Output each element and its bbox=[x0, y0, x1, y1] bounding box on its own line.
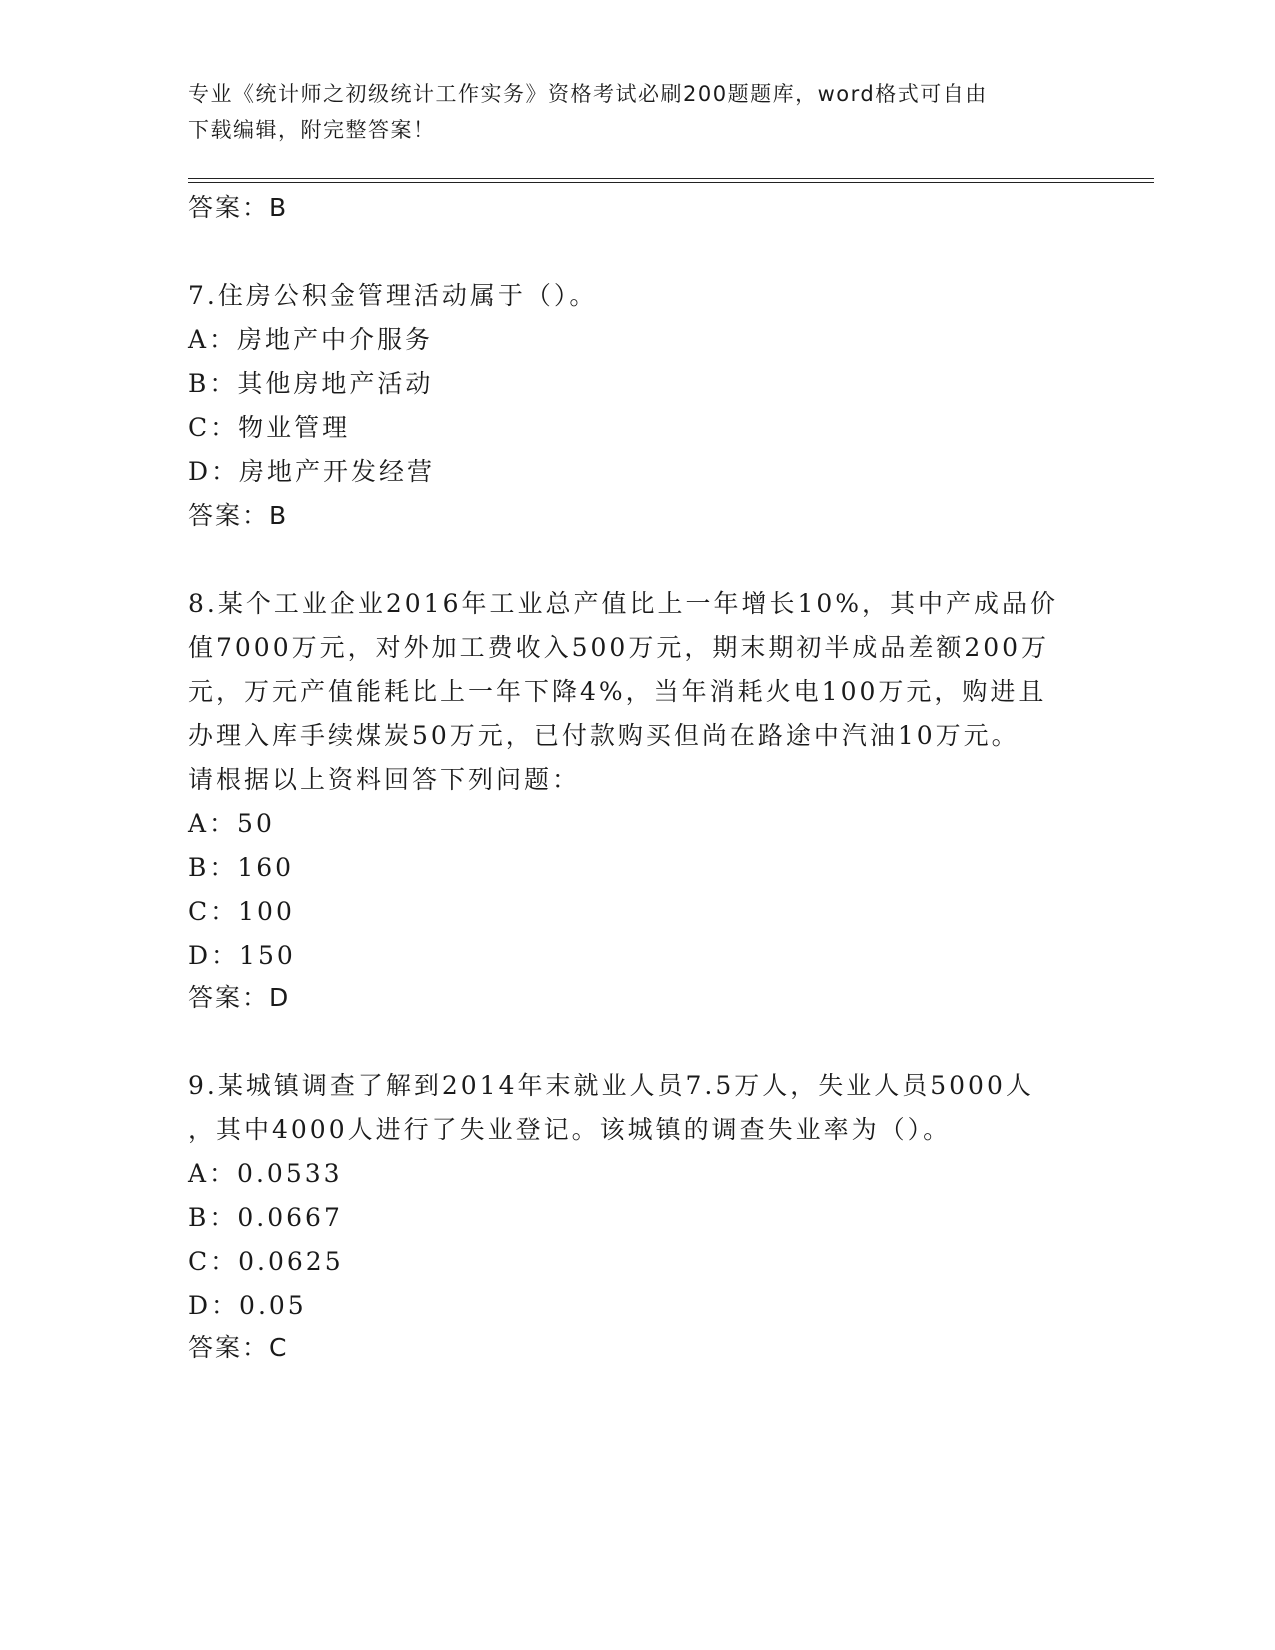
option-d: D：房地产开发经营 bbox=[188, 457, 436, 486]
question-stem-line: 7.住房公积金管理活动属于（）。 bbox=[188, 281, 598, 310]
option-c: C：100 bbox=[188, 897, 295, 926]
answer: 答案：D bbox=[188, 983, 291, 1012]
option-a: A：0.0533 bbox=[188, 1159, 343, 1188]
question-stem-line: 元，万元产值能耗比上一年下降4%，当年消耗火电100万元，购进且 bbox=[188, 677, 1047, 706]
question-stem-line: 请根据以上资料回答下列问题： bbox=[188, 765, 581, 794]
document-header bbox=[188, 76, 1078, 148]
header-line-2: 下载编辑，附完整答案！ bbox=[188, 118, 436, 142]
option-c: C：物业管理 bbox=[188, 413, 351, 442]
option-d: D：150 bbox=[188, 941, 296, 970]
previous-answer: 答案：B bbox=[188, 193, 289, 222]
header-divider bbox=[188, 178, 1154, 183]
option-d: D：0.05 bbox=[188, 1291, 307, 1320]
question-stem-line: 8.某个工业企业2016年工业总产值比上一年增长10%，其中产成品价 bbox=[188, 589, 1059, 618]
option-b: B：0.0667 bbox=[188, 1203, 343, 1232]
question-stem-line: 9.某城镇调查了解到2014年末就业人员7.5万人，失业人员5000人 bbox=[188, 1071, 1034, 1100]
answer: 答案：B bbox=[188, 501, 289, 530]
option-c: C：0.0625 bbox=[188, 1247, 344, 1276]
option-b: B：其他房地产活动 bbox=[188, 369, 434, 398]
question-stem-line: ，其中4000人进行了失业登记。该城镇的调查失业率为（）。 bbox=[188, 1115, 952, 1144]
option-b: B：160 bbox=[188, 853, 295, 882]
question-stem-line: 办理入库手续煤炭50万元，已付款购买但尚在路途中汽油10万元。 bbox=[188, 721, 1020, 750]
option-a: A：50 bbox=[188, 809, 275, 838]
answer: 答案：C bbox=[188, 1333, 289, 1362]
question-stem-line: 值7000万元，对外加工费收入500万元，期末期初半成品差额200万 bbox=[188, 633, 1050, 662]
option-a: A：房地产中介服务 bbox=[188, 325, 434, 354]
header-line-1: 专业《统计师之初级统计工作实务》资格考试必刷200题题库，word格式可自由 bbox=[188, 82, 988, 106]
